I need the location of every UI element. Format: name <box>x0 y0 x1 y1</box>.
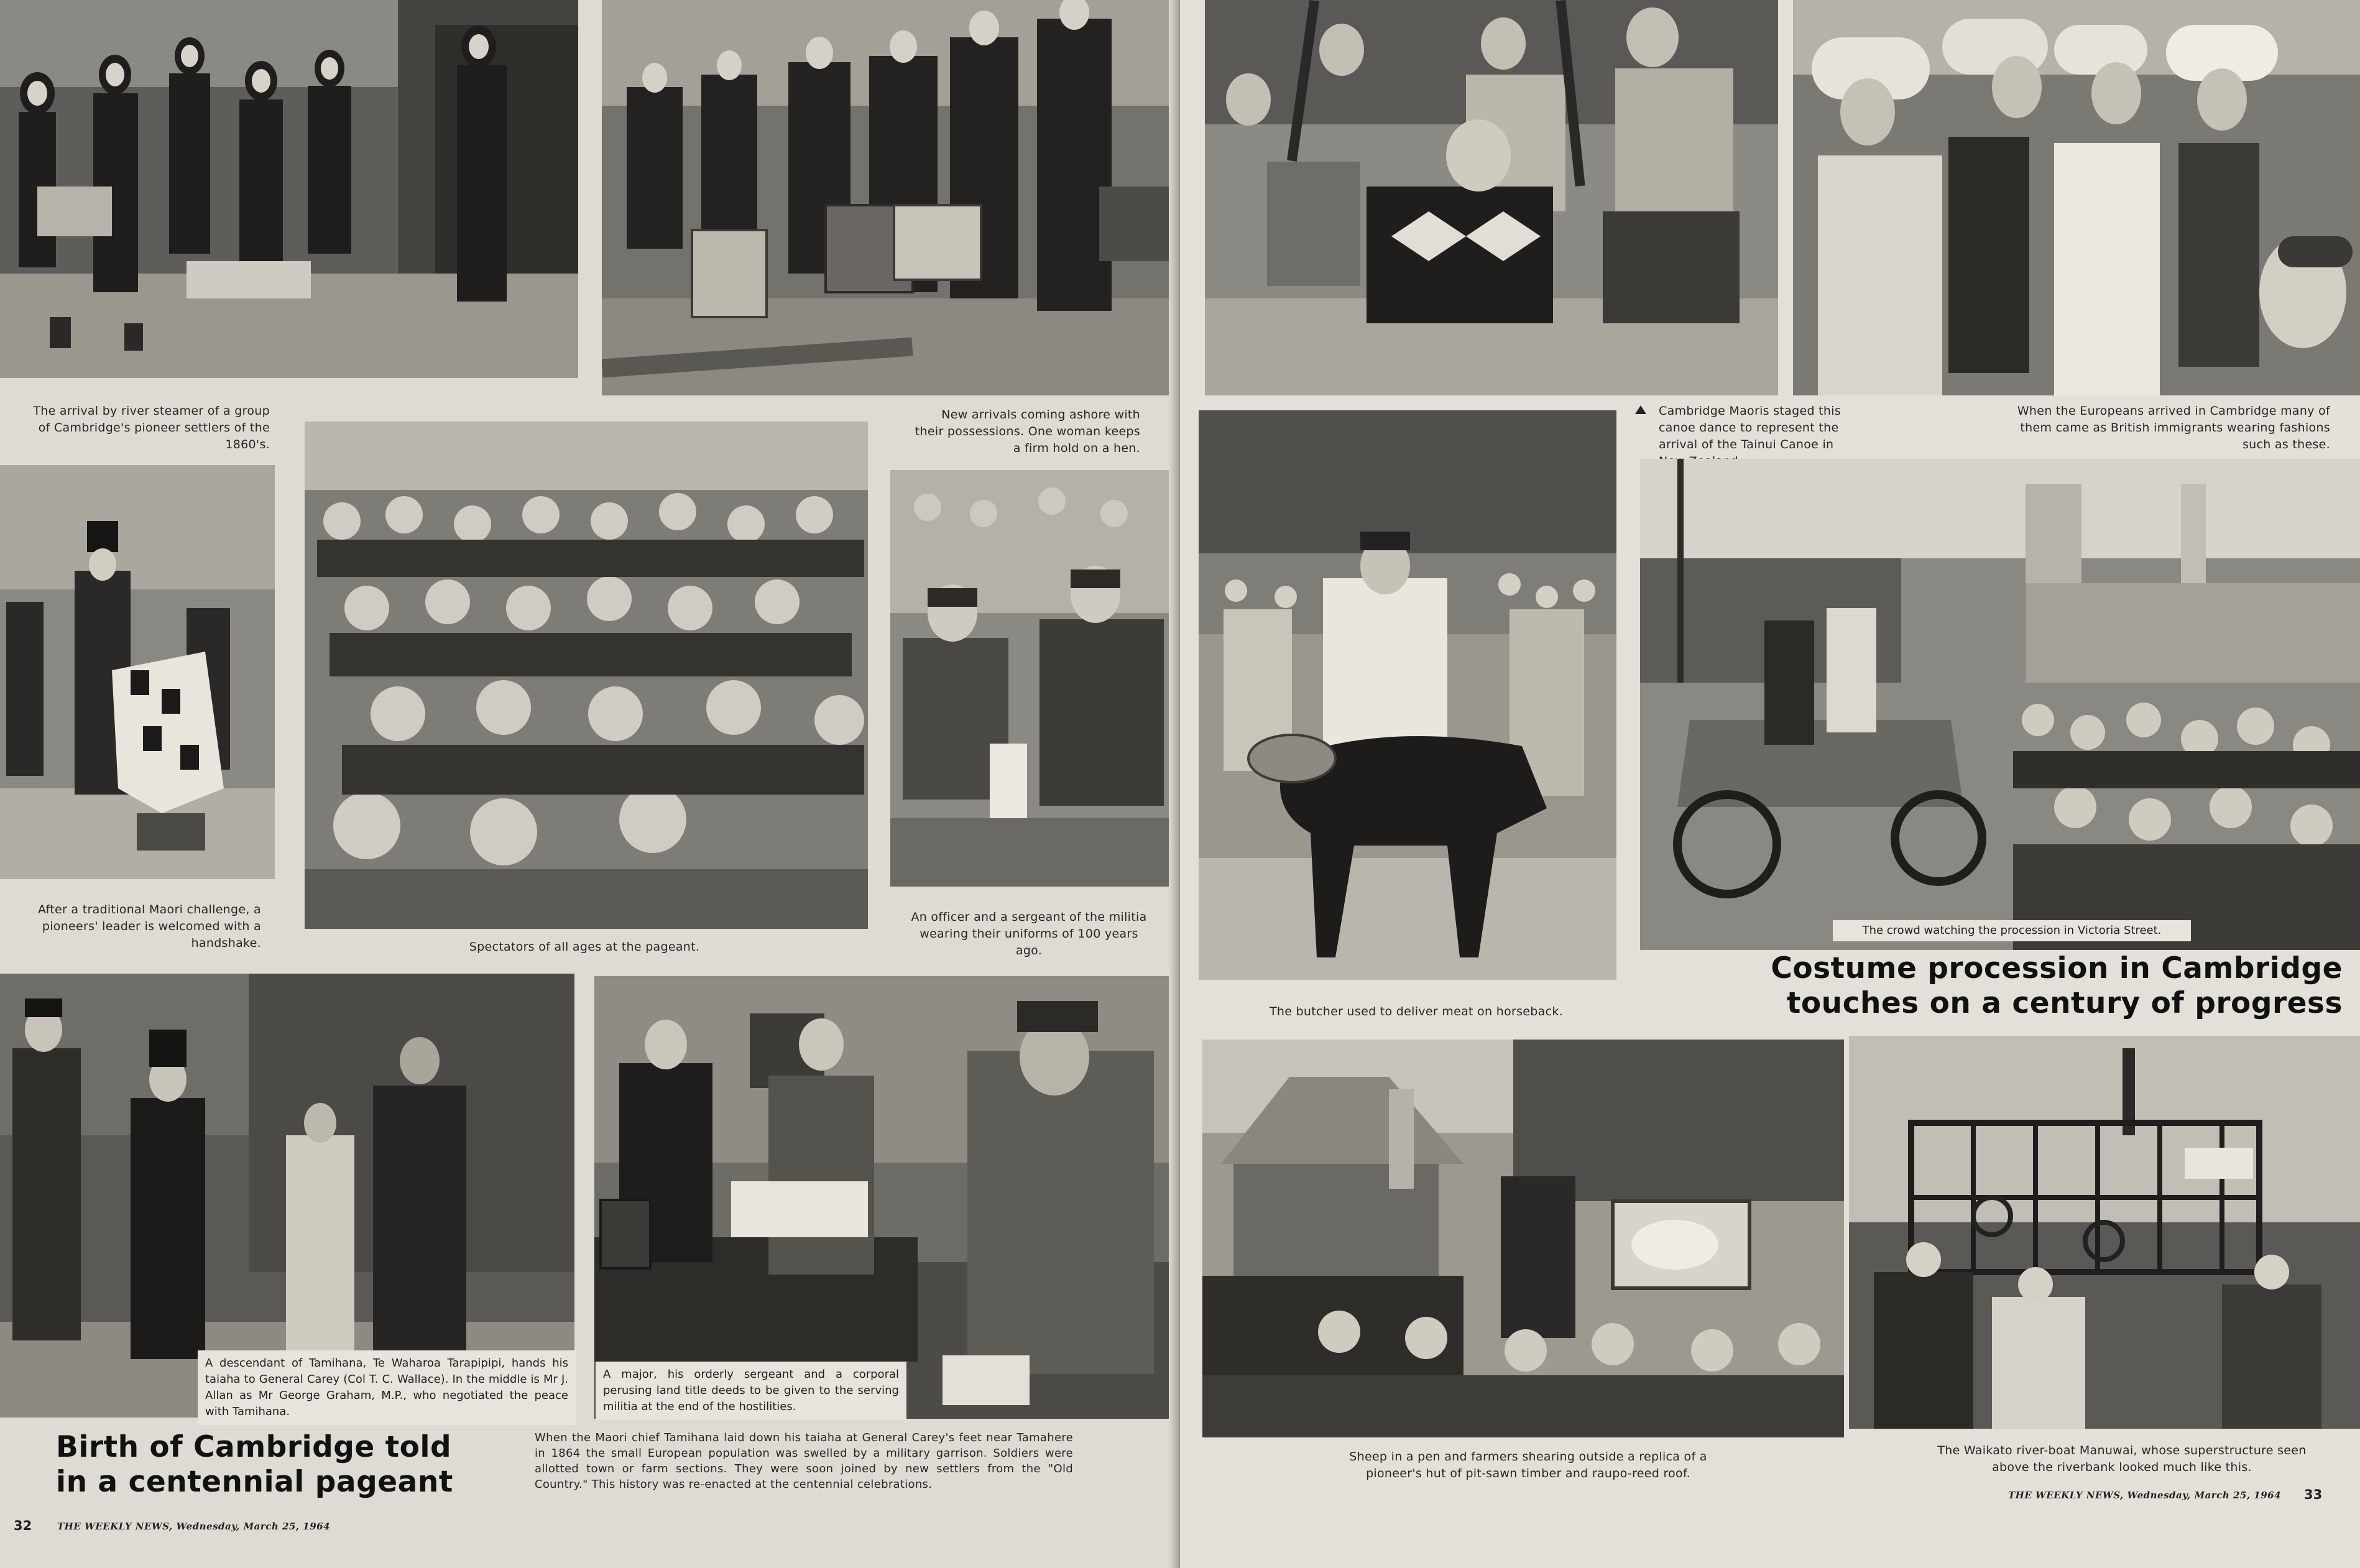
headline-line-1: Birth of Cambridge told <box>56 1430 452 1464</box>
photo-european-fashions <box>1793 0 2360 395</box>
folio-right: THE WEEKLY NEWS, Wednesday, March 25, 1964 <box>2008 1490 2282 1501</box>
photo-victoria-street <box>1640 459 2360 950</box>
photo-officer-sergeant <box>890 470 1178 887</box>
caption-taiaha-descendant: A descendant of Tamihana, Te Waharoa Tarapipipi, hands his taiaha to General Carey (Col T. C. Wallace). In the middle is Mr J. Allan as Mr George Graham, M.P., who negotiated the peace with Tamihana. <box>198 1350 576 1425</box>
photo-canoe-dance <box>1205 0 1778 395</box>
headline-costume-procession <box>1758 951 2343 1021</box>
photo-riverboat <box>1849 1036 2360 1429</box>
photo-land-deeds <box>594 976 1169 1419</box>
photo-settlers-arrival <box>0 0 578 378</box>
photo-new-arrivals <box>602 0 1169 395</box>
page-number-left: 32 <box>14 1518 32 1533</box>
folio-left: THE WEEKLY NEWS, Wednesday, March 25, 1964 <box>57 1521 331 1532</box>
caption-victoria-street: The crowd watching the procession in Victoria Street. <box>1833 920 2191 941</box>
caption-european-fashions: When the Europeans arrived in Cambridge many of them came as British immigrants wearing fashions such as these. <box>2017 404 2330 451</box>
caption-spectators: Spectators of all ages at the pageant. <box>469 940 700 954</box>
caption-sheep-shearing: Sheep in a pen and farmers shearing outside a replica of a pioneer's hut of pit-sawn timber and raupo-reed roof. <box>1349 1450 1707 1480</box>
caption-land-deeds: A major, his orderly sergeant and a corporal perusing land title deeds to be given to the serving militia at the end of the hostilities. <box>596 1362 906 1420</box>
headline-birth-of-cambridge <box>56 1430 516 1500</box>
right-page <box>1180 0 2360 1568</box>
photo-spectators <box>305 422 868 929</box>
photo-sheep-shearing <box>1202 1040 1844 1437</box>
page-number-right: 33 <box>2304 1487 2323 1502</box>
photo-maori-challenge <box>0 465 275 879</box>
headline-line-1: Costume procession in Cambridge <box>1771 951 2343 985</box>
caption-canoe-dance: Cambridge Maoris staged this canoe dance to represent the arrival of the Tainui Canoe in <box>1659 404 1841 451</box>
caption-officer-sergeant: An officer and a sergeant of the militia wearing their uniforms of 100 years ago. <box>911 910 1147 957</box>
headline-line-2: touches on a century of progress <box>1786 986 2343 1020</box>
caption-settlers-arrival: The arrival by river steamer of a group of Cambridge's pioneer settlers of the 1860's. <box>33 404 270 451</box>
headline-line-2: in a centennial pageant <box>56 1465 453 1499</box>
caption-maori-challenge: After a traditional Maori challenge, a pioneers' leader is welcomed with a handshake. <box>37 903 261 950</box>
photo-butcher-horseback <box>1199 410 1616 980</box>
caption-riverboat: The Waikato river-boat Manuwai, whose superstructure seen above the riverbank looked much like this. <box>1937 1444 2307 1474</box>
caption-new-arrivals: New arrivals coming ashore with their possessions. One woman keeps a firm hold on a hen. <box>915 408 1140 455</box>
pointer-marker <box>1635 405 1646 414</box>
caption-butcher: The butcher used to deliver meat on horseback. <box>1270 1005 1563 1018</box>
story-text: When the Maori chief Tamihana laid down his taiaha at General Carey's feet near Tamahere in 1864 the small European population was swelled by a military garrison. Soldiers were allotted town or farm sections. They were soon joined by new settlers from the "Old Country." This history was re-enacted at the centennial celebrations. <box>535 1431 1073 1491</box>
